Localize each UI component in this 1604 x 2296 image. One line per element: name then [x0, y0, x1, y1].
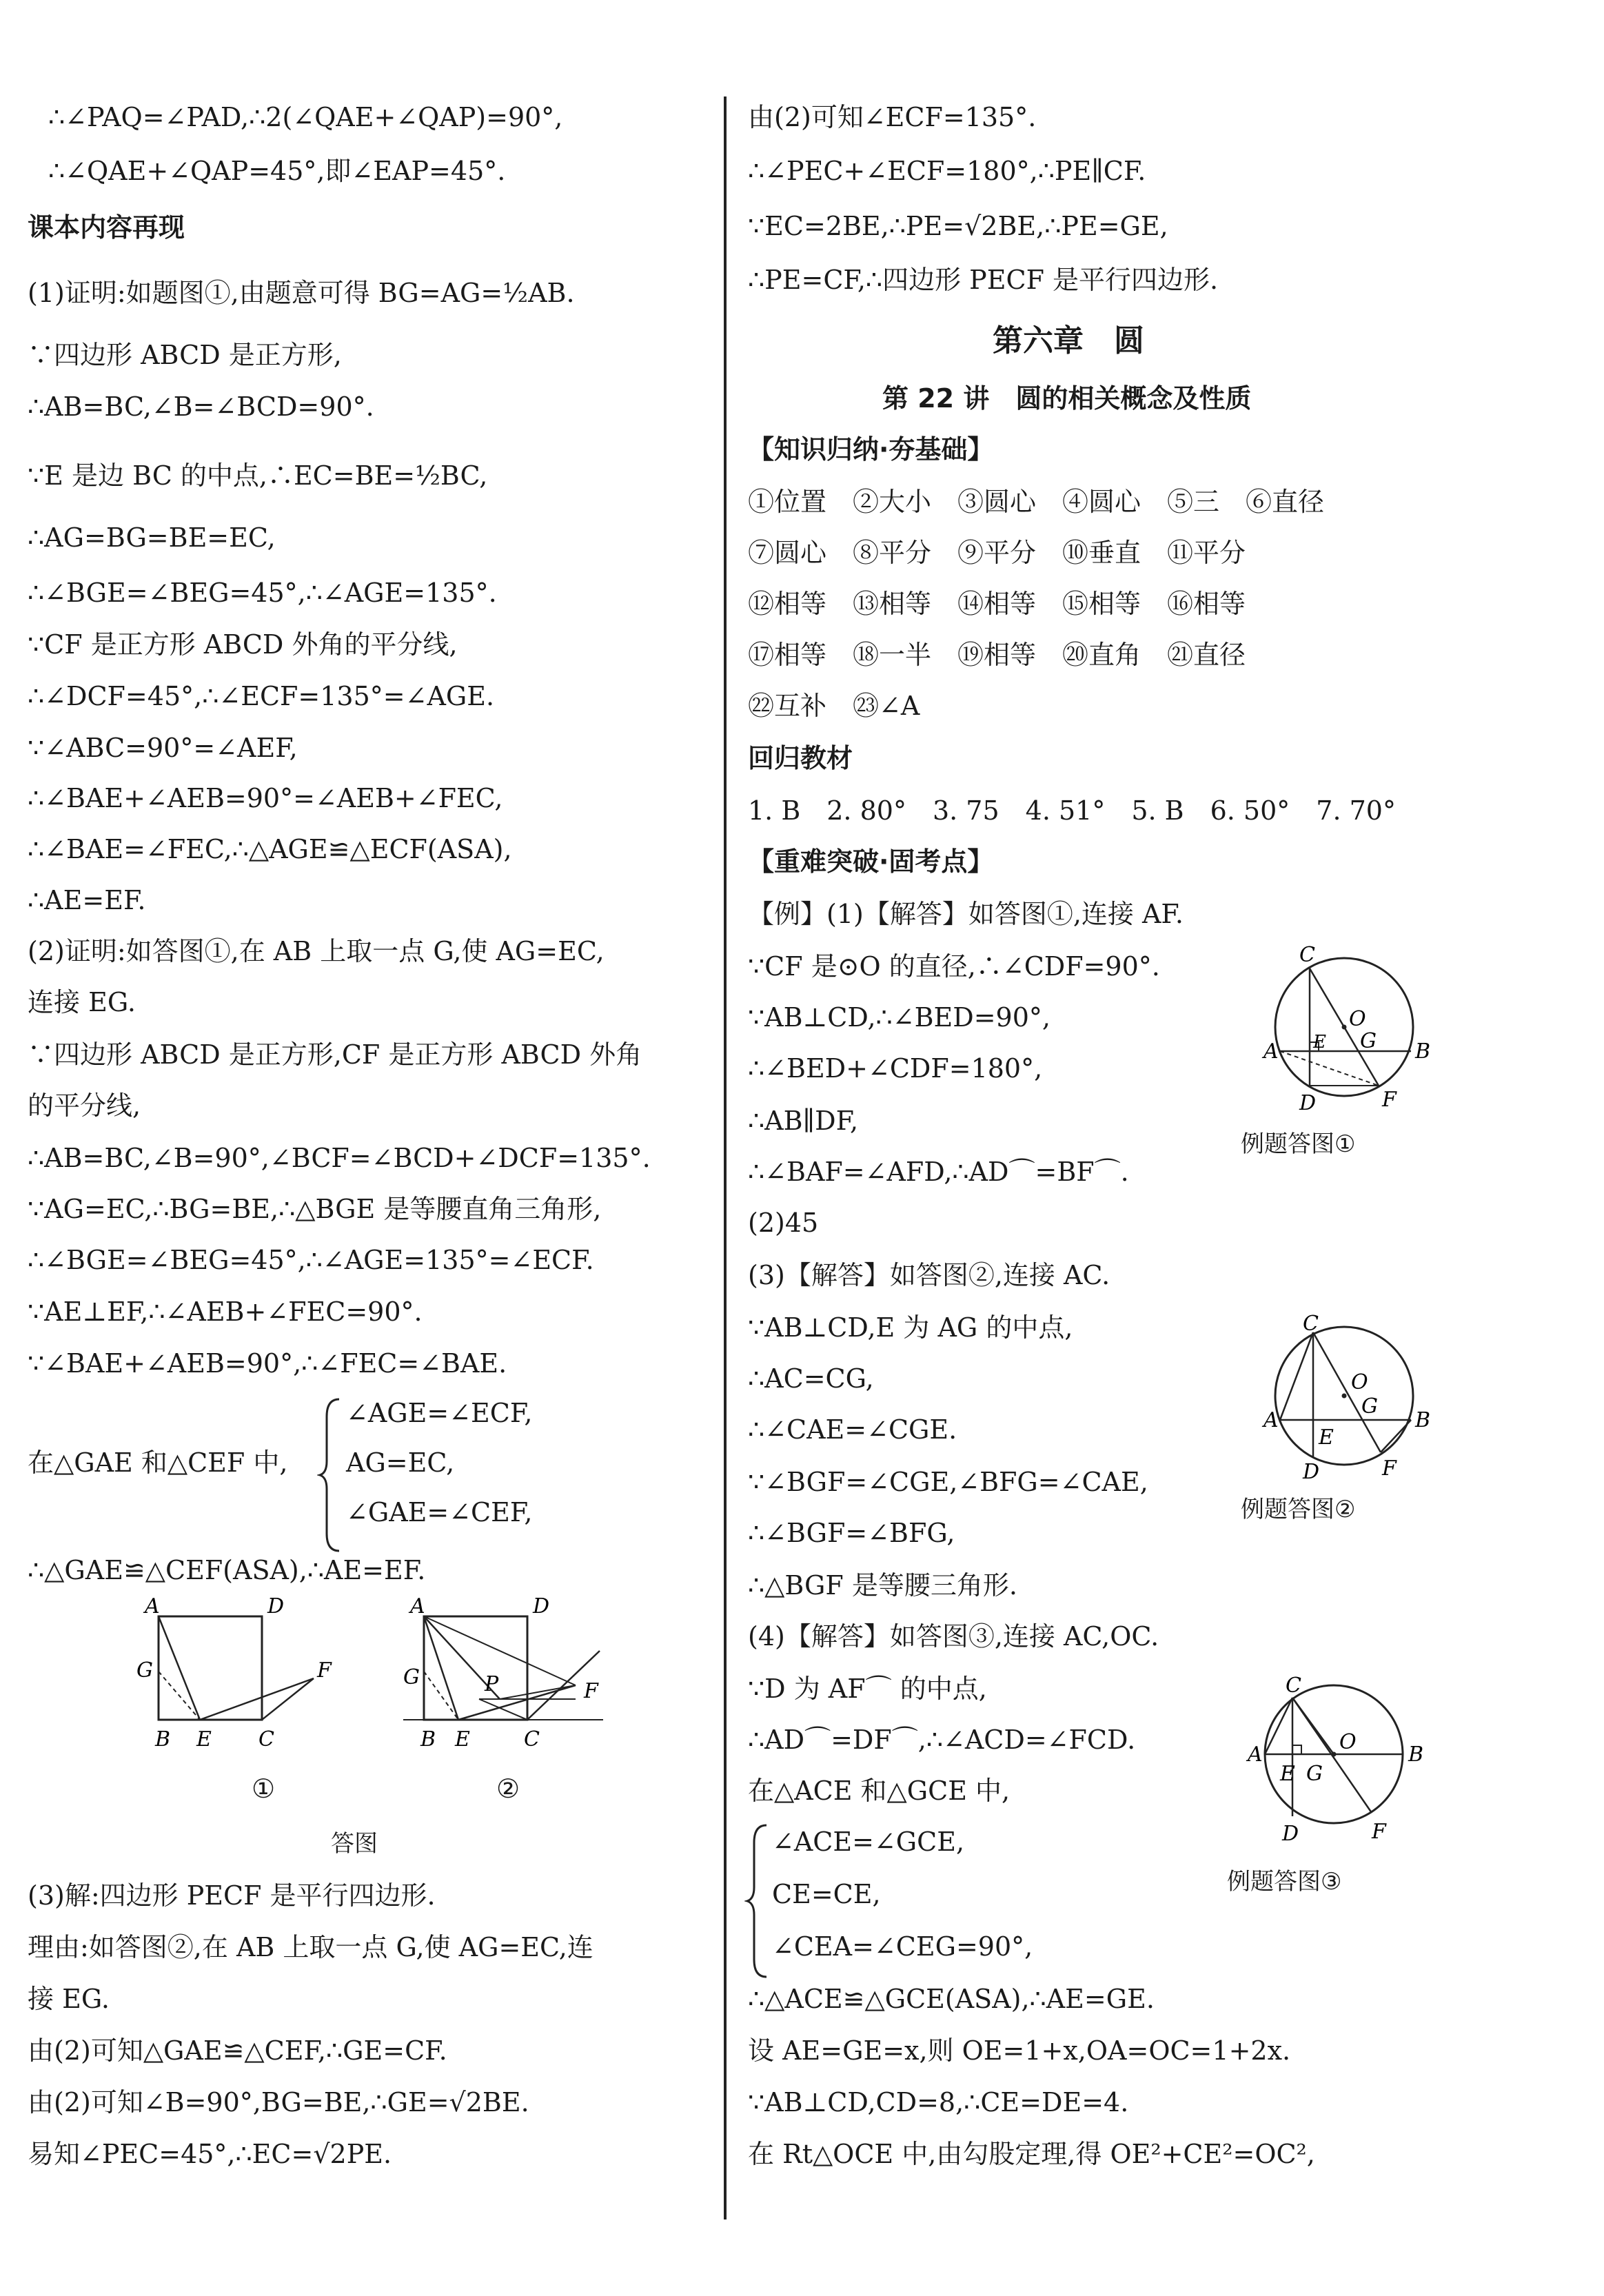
point-label: B	[1415, 1039, 1431, 1064]
text-line: ∴AE=EF.	[28, 885, 146, 915]
point-label: B	[420, 1727, 436, 1751]
point-label: A	[410, 1596, 425, 1618]
point-label: E	[455, 1727, 470, 1751]
point-label: D	[267, 1596, 285, 1618]
point-label: G	[136, 1658, 153, 1683]
point-label: D	[533, 1596, 550, 1618]
example-figure-3	[1217, 1672, 1451, 1851]
point-label: A	[145, 1596, 160, 1618]
point-label: E	[1319, 1425, 1334, 1450]
text-line: ∴△ACE≌△GCE(ASA),∴AE=GE.	[748, 1984, 1155, 2014]
text-line: 【例】(1)【解答】如答图①,连接 AF.	[748, 899, 1184, 929]
figure-label: ①	[252, 1774, 276, 1804]
brace-item: ∠CEA=∠CEG=90°,	[772, 1931, 1033, 1962]
point-label: D	[1303, 1460, 1320, 1484]
point-label: B	[155, 1727, 171, 1751]
text-line: 在 Rt△OCE 中,由勾股定理,得 OE²+CE²=OC²,	[748, 2139, 1315, 2169]
text-line: ∴∠BGE=∠BEG=45°,∴∠AGE=135°.	[28, 578, 497, 608]
text-line: ∴AB=BC,∠B=90°,∠BCF=∠BCD+∠DCF=135°.	[28, 1143, 651, 1173]
point-label: F	[1372, 1820, 1386, 1844]
answer-figure-1	[131, 1596, 379, 1761]
text-line: ∴∠BGE=∠BEG=45°,∴∠AGE=135°=∠ECF.	[28, 1245, 594, 1275]
section-heading: 课本内容再现	[28, 212, 185, 243]
text-line: ∵AG=EC,∴BG=BE,∴△BGE 是等腰直角三角形,	[28, 1194, 602, 1224]
point-label: C	[1286, 1674, 1301, 1698]
text-line: ∵AB⊥CD,E 为 AG 的中点,	[748, 1312, 1073, 1343]
text-line: 的平分线,	[28, 1090, 141, 1121]
text-line: ∴△BGF 是等腰三角形.	[748, 1570, 1017, 1601]
figure-caption: 例题答图②	[1241, 1496, 1356, 1523]
point-label: G	[1361, 1394, 1378, 1419]
lecture-title: 第 22 讲 圆的相关概念及性质	[882, 383, 1252, 414]
text-line: ∵D 为 AF⌒ 的中点,	[748, 1674, 987, 1704]
right-column	[748, 100, 1575, 2255]
text-line: ∴∠DCF=45°,∴∠ECF=135°=∠AGE.	[28, 681, 495, 711]
text-line: 接 EG.	[28, 1984, 110, 2014]
text-line: ∵∠ABC=90°=∠AEF,	[28, 733, 298, 763]
brace-item: ∠ACE=∠GCE,	[772, 1827, 965, 1857]
point-label: D	[1299, 1091, 1317, 1115]
text-line: ∵EC=2BE,∴PE=√2BE,∴PE=GE,	[748, 211, 1168, 241]
text-line: ∴∠QAE+∠QAP=45°,即∠EAP=45°.	[48, 156, 506, 186]
point-label: F	[584, 1679, 598, 1703]
point-label: C	[1303, 1313, 1319, 1336]
brace-icon	[744, 1822, 772, 1980]
text-line: 在△ACE 和△GCE 中,	[748, 1776, 1011, 1806]
section-heading: 【知识归纳·夯基础】	[748, 434, 994, 465]
point-label: G	[1306, 1762, 1323, 1786]
point-label: F	[1382, 1456, 1397, 1481]
point-label: G	[403, 1665, 420, 1689]
point-label: E	[1313, 1032, 1326, 1053]
section-heading: 回归教材	[748, 743, 853, 773]
text-line: ∴∠BAE+∠AEB=90°=∠AEB+∠FEC,	[28, 783, 503, 813]
point-label: A	[1263, 1039, 1279, 1064]
point-label: F	[317, 1658, 332, 1683]
point-label: E	[1280, 1762, 1295, 1786]
text-line: (3)【解答】如答图②,连接 AC.	[748, 1260, 1110, 1290]
answer-figure-2	[403, 1596, 624, 1761]
text-line: (4)【解答】如答图③,连接 AC,OC.	[748, 1621, 1159, 1652]
point-label: D	[1282, 1822, 1299, 1846]
text-line: ∴∠CAE=∠CGE.	[748, 1414, 957, 1445]
point-label: P	[485, 1672, 499, 1696]
text-line: ∵CF 是正方形 ABCD 外角的平分线,	[28, 629, 458, 660]
text-line: ∵CF 是⊙O 的直径,∴∠CDF=90°.	[748, 951, 1160, 982]
point-label: B	[1415, 1408, 1431, 1432]
text-line: ∵AE⊥EF,∴∠AEB+∠FEC=90°.	[28, 1297, 423, 1327]
column-divider	[724, 96, 727, 2219]
answers-row: 1. B 2. 80° 3. 75 4. 51° 5. B 6. 50° 7. 70°	[748, 795, 1396, 826]
knowledge-row: ⑰相等 ⑱一半 ⑲相等 ⑳直角 ㉑直径	[748, 640, 1246, 670]
text-line: ∴AD⌒=DF⌒,∴∠ACD=∠FCD.	[748, 1725, 1136, 1755]
left-column	[28, 100, 710, 2255]
text-line: ∴∠PAQ=∠PAD,∴2(∠QAE+∠QAP)=90°,	[48, 102, 563, 132]
example-figure-1	[1230, 944, 1451, 1117]
brace-prefix: 在△GAE 和△CEF 中,	[28, 1447, 288, 1478]
text-line: ∵AB⊥CD,CD=8,∴CE=DE=4.	[748, 2087, 1129, 2117]
text-line: ∴∠PEC+∠ECF=180°,∴PE∥CF.	[748, 156, 1146, 186]
point-label: C	[1299, 944, 1315, 967]
section-heading: 【重难突破·固考点】	[748, 846, 994, 877]
point-label: O	[1349, 1007, 1366, 1031]
point-label: A	[1248, 1743, 1263, 1767]
knowledge-row: ⑦圆心 ⑧平分 ⑨平分 ⑩垂直 ⑪平分	[748, 538, 1246, 568]
text-line: ∴△GAE≌△CEF(ASA),∴AE=EF.	[28, 1555, 426, 1585]
text-line: ∵AB⊥CD,∴∠BED=90°,	[748, 1002, 1050, 1033]
text-line: ∵四边形 ABCD 是正方形,CF 是正方形 ABCD 外角	[28, 1039, 642, 1070]
text-line: 由(2)可知∠B=90°,BG=BE,∴GE=√2BE.	[28, 2087, 529, 2117]
figure-caption: 例题答图③	[1227, 1868, 1342, 1896]
chapter-title: 第六章 圆	[993, 323, 1144, 358]
text-line: ∴∠BGF=∠BFG,	[748, 1518, 955, 1548]
knowledge-row: ①位置 ②大小 ③圆心 ④圆心 ⑤三 ⑥直径	[748, 487, 1325, 517]
text-line: ∴AC=CG,	[748, 1363, 874, 1394]
brace-item: AG=EC,	[346, 1447, 455, 1478]
brace-item: ∠AGE=∠ECF,	[346, 1398, 533, 1428]
text-line: ∴∠BAE=∠FEC,∴△AGE≌△ECF(ASA),	[28, 834, 512, 864]
figure-caption: 例题答图①	[1241, 1130, 1356, 1158]
text-line: 设 AE=GE=x,则 OE=1+x,OA=OC=1+2x.	[748, 2035, 1291, 2066]
point-label: O	[1351, 1370, 1368, 1394]
text-line: ∴PE=CF,∴四边形 PECF 是平行四边形.	[748, 265, 1219, 295]
text-line: (2)45	[748, 1208, 819, 1238]
text-line: ∵∠BGF=∠CGE,∠BFG=∠CAE,	[748, 1467, 1148, 1497]
text-line: 由(2)可知∠ECF=135°.	[748, 102, 1037, 132]
point-label: C	[258, 1727, 274, 1751]
brace-item: CE=CE,	[772, 1879, 881, 1909]
text-line: 由(2)可知△GAE≌△CEF,∴GE=CF.	[28, 2035, 447, 2066]
text-line: 理由:如答图②,在 AB 上取一点 G,使 AG=EC,连	[28, 1932, 593, 1962]
text-line: 连接 EG.	[28, 987, 136, 1017]
figure-caption: 答图	[331, 1830, 378, 1858]
text-line: ∵四边形 ABCD 是正方形,	[28, 340, 342, 370]
text-line: ∴AG=BG=BE=EC,	[28, 522, 276, 553]
figure-label: ②	[496, 1774, 520, 1804]
point-label: E	[196, 1727, 212, 1751]
brace-item: ∠GAE=∠CEF,	[346, 1497, 533, 1527]
knowledge-row: ㉒互补 ㉓∠A	[748, 691, 920, 721]
brace-icon	[317, 1396, 345, 1554]
text-line: ∵∠BAE+∠AEB=90°,∴∠FEC=∠BAE.	[28, 1348, 507, 1379]
point-label: G	[1360, 1029, 1377, 1053]
knowledge-row: ⑫相等 ⑬相等 ⑭相等 ⑮相等 ⑯相等	[748, 589, 1246, 619]
text-line: ∴AB=BC,∠B=∠BCD=90°.	[28, 392, 374, 422]
example-figure-2	[1230, 1313, 1451, 1485]
text-line: ∴AB∥DF,	[748, 1106, 859, 1136]
text-line: (3)解:四边形 PECF 是平行四边形.	[28, 1880, 436, 1911]
point-label: A	[1263, 1408, 1279, 1432]
point-label: O	[1339, 1730, 1357, 1754]
point-label: B	[1408, 1743, 1424, 1767]
point-label: C	[524, 1727, 540, 1751]
text-line: 易知∠PEC=45°,∴EC=√2PE.	[28, 2139, 392, 2169]
point-label: F	[1382, 1088, 1397, 1112]
text-line: (2)证明:如答图①,在 AB 上取一点 G,使 AG=EC,	[28, 936, 605, 966]
text-line: ∴∠BED+∠CDF=180°,	[748, 1053, 1043, 1084]
text-line: ∴∠BAF=∠AFD,∴AD⌒=BF⌒.	[748, 1157, 1129, 1187]
text-line: ∵E 是边 BC 的中点,∴EC=BE=½BC,	[28, 460, 488, 491]
text-line: (1)证明:如题图①,由题意可得 BG=AG=½AB.	[28, 278, 575, 308]
